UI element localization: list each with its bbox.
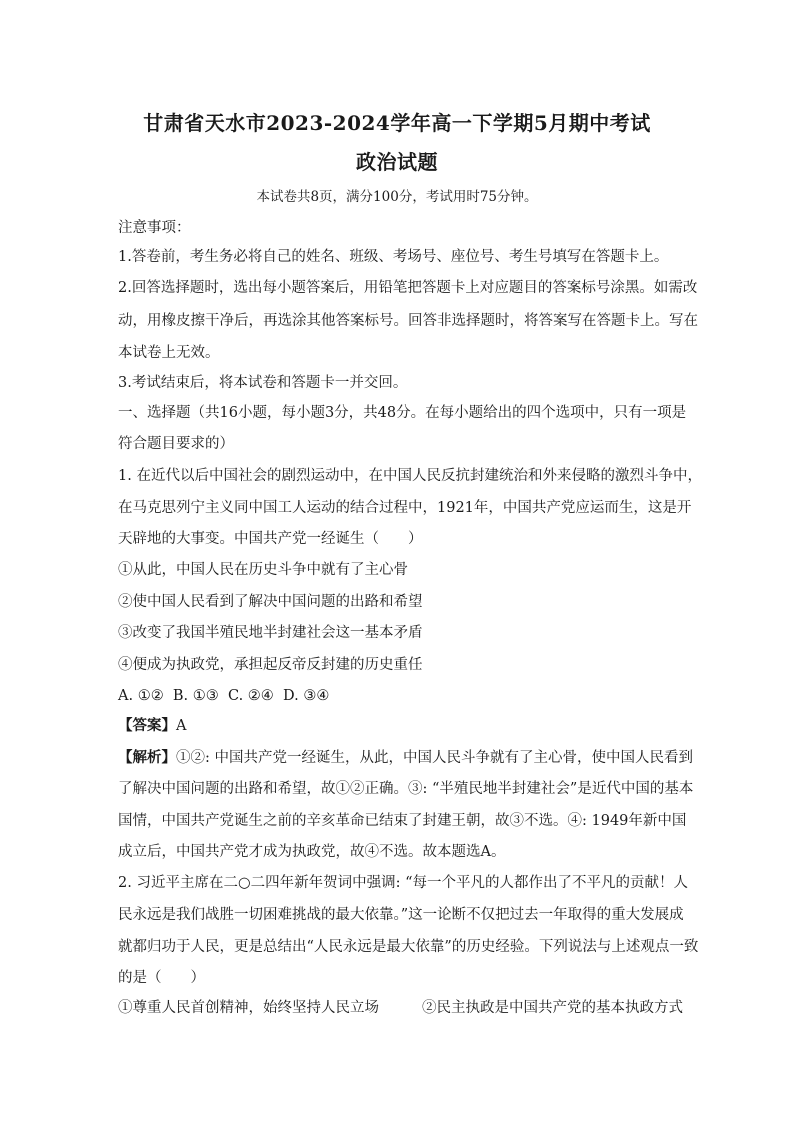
q2-option-1: ①尊重人民首创精神，始终坚持人民立场 xyxy=(118,1000,379,1016)
q1-option-4: ④便成为执政党，承担起反帝反封建的历史重任 xyxy=(118,657,423,673)
exam-title: 甘肃省天水市2023-2024学年高一下学期5月期中考试 xyxy=(143,111,651,135)
analysis-text: ①②: 中国共产党一经诞生，从此，中国人民斗争就有了主心骨，使中国人民看到 xyxy=(176,750,693,766)
q1-analysis-line-1 xyxy=(118,748,693,768)
answer-label: 【答案】 xyxy=(118,717,176,734)
analysis-label: 【解析】 xyxy=(118,749,176,766)
note-3: 3.考试结束后，将本试卷和答题卡一并交回。 xyxy=(118,375,408,391)
q1-stem-line-1: 1. 在近代以后中国社会的剧烈运动中，在中国人民反抗封建统治和外来侵略的激烈斗争中， xyxy=(118,468,702,484)
q1-stem-line-2: 在马克思列宁主义同中国工人运动的结合过程中，1921年，中国共产党应运而生，这是开 xyxy=(118,500,692,516)
answer-value: A xyxy=(176,718,187,734)
q1-choices: A. ①② B. ①③ C. ②④ D. ③④ xyxy=(118,688,330,704)
section-1-line-2: 符合题目要求的） xyxy=(118,436,234,452)
q1-option-1: ①从此，中国人民在历史斗争中就有了主心骨 xyxy=(118,562,408,578)
note-2-line-3: 本试卷上无效。 xyxy=(118,345,220,361)
note-1: 1.答卷前，考生务必将自己的姓名、班级、考场号、座位号、考生号填写在答题卡上。 xyxy=(118,249,669,265)
q2-stem-line-3: 就都归功于人民，更是总结出“人民永远是最大依靠”的历史经验。下列说法与上述观点一致 xyxy=(118,939,699,955)
q1-analysis-line-3: 国情，中国共产党诞生之前的辛亥革命已结束了封建王朝，故③不选。④: 1949年新中国 xyxy=(118,813,687,829)
q1-answer xyxy=(118,716,678,736)
q2-option-2: ②民主执政是中国共产党的基本执政方式 xyxy=(422,1000,683,1016)
q2-stem-line-1: 2. 习近平主席在二○二四年新年贺词中强调: “每一个平凡的人都作出了不平凡的贡献！人 xyxy=(118,875,688,891)
q1-option-3: ③改变了我国半殖民地半封建社会这一基本矛盾 xyxy=(118,625,423,641)
notes-heading: 注意事项： xyxy=(118,220,191,236)
q2-stem-line-4: 的是（ ） xyxy=(118,970,205,986)
q1-option-2: ②使中国人民看到了解决中国问题的出路和希望 xyxy=(118,594,423,610)
section-1-line-1: 一、选择题（共16小题，每小题3分，共48分。在每小题给出的四个选项中，只有一项是 xyxy=(118,405,687,421)
q1-stem-line-3: 天辟地的大事变。中国共产党一经诞生（ ） xyxy=(118,531,423,547)
exam-info: 本试卷共8页，满分100分，考试用时75分钟。 xyxy=(256,189,538,205)
note-2-line-1: 2.回答选择题时，选出每小题答案后，用铅笔把答题卡上对应题目的答案标号涂黑。如需改 xyxy=(118,280,698,296)
note-2-line-2: 动，用橡皮擦干净后，再选涂其他答案标号。回答非选择题时，将答案写在答题卡上。写在 xyxy=(118,313,698,329)
exam-subtitle: 政治试题 xyxy=(356,150,438,174)
q2-stem-line-2: 民永远是我们战胜一切困难挑战的最大依靠。”这一论断不仅把过去一年取得的重大发展成 xyxy=(118,907,684,923)
q1-analysis-line-4: 成立后，中国共产党才成为执政党，故④不选。故本题选A。 xyxy=(118,844,506,860)
q1-analysis-line-2: 了解决中国问题的出路和希望，故①②正确。③: “半殖民地半封建社会”是近代中国的基本 xyxy=(118,781,694,797)
